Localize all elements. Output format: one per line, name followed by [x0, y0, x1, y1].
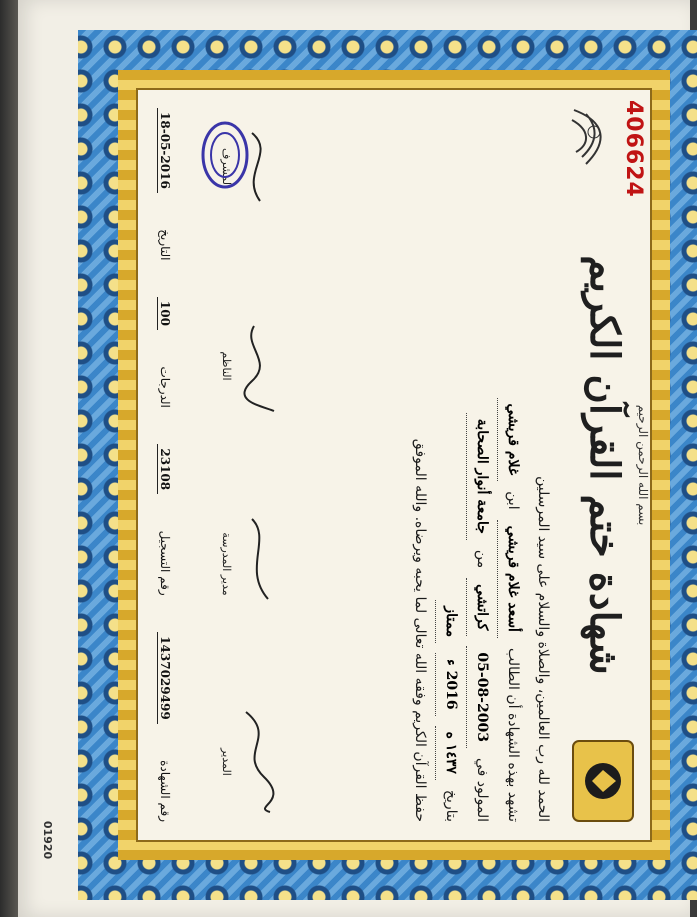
institute-field: جامعة أنوار الصحابة	[466, 413, 497, 540]
certificate-panel	[136, 88, 652, 842]
footer-marks-label: الدرجات	[158, 366, 172, 408]
scanned-page	[18, 0, 690, 917]
body-text-6: بتاريخ	[443, 789, 459, 822]
footer-cnic-label: رقم الشهادة	[158, 760, 172, 822]
father-name-field: غلام قريشي	[497, 398, 528, 482]
body-line-2	[497, 108, 528, 822]
certificate-title: شهادة ختم القرآن الكريم	[581, 255, 629, 675]
hijri-year-field: ١٤٣٧ ه	[435, 726, 466, 780]
certificate-footer	[152, 108, 178, 822]
signature-2	[192, 504, 282, 624]
certificate-wrapper	[78, 30, 697, 900]
signature-1-label: المدير	[220, 748, 233, 776]
body-text-1: الحمد لله رب العالمين، والصلاة والسلام على سيد المرسلين	[535, 476, 551, 822]
body-line-1	[528, 108, 558, 822]
footer-cnic-value: 1437029499	[158, 632, 173, 724]
bismillah: بسم الله الرحمن الرحيم	[636, 404, 650, 526]
footer-date-value: 18-05-2016	[158, 108, 173, 193]
signature-3-label: الناظم	[220, 351, 233, 381]
official-stamp-icon	[200, 120, 250, 190]
certificate-body	[405, 108, 558, 822]
footer-reg-value: 23108	[158, 444, 173, 494]
page-edge	[0, 0, 18, 917]
city-field: كراتشي	[466, 578, 497, 636]
body-line-4	[435, 108, 466, 822]
body-text-4: المولود في	[474, 757, 490, 822]
signature-4-label: المشرف	[220, 147, 233, 189]
signatures-row	[192, 108, 282, 822]
grade-field: ممتاز	[435, 600, 466, 643]
footer-date-label: التاريخ	[158, 229, 172, 261]
footer-marks-value: 100	[158, 297, 173, 330]
closing-text: حفظ القرآن الكريم وفقه الله تعالى لما يحبه ويرضاه. والله الموفق	[412, 438, 428, 822]
footer-reg-label: رقم التسجيل	[158, 530, 172, 596]
body-line-5	[405, 108, 435, 822]
certificate	[78, 30, 697, 900]
signature-3	[192, 306, 282, 426]
body-text-3: ابن	[505, 491, 521, 510]
scan-number: 01920	[41, 820, 54, 860]
institution-logo-icon	[568, 736, 638, 826]
signature-2-mark	[236, 509, 282, 619]
body-text-2: تشهد بهذه الشهادة أن الطالب	[505, 647, 521, 822]
tughra-emblem-icon	[566, 102, 616, 172]
signature-2-label: مدير المدرسة	[220, 532, 233, 596]
student-name-field: أسعد غلام قريشي	[497, 520, 528, 638]
dob-field: 05-08-2003	[466, 646, 497, 748]
body-line-3	[466, 108, 497, 822]
signature-1-mark	[236, 707, 282, 817]
body-text-5: من	[474, 549, 490, 569]
greg-year-field: 2016 ء	[435, 653, 466, 715]
signature-3-mark	[236, 311, 282, 421]
serial-number: 406624	[621, 100, 646, 198]
signature-1	[192, 702, 282, 822]
